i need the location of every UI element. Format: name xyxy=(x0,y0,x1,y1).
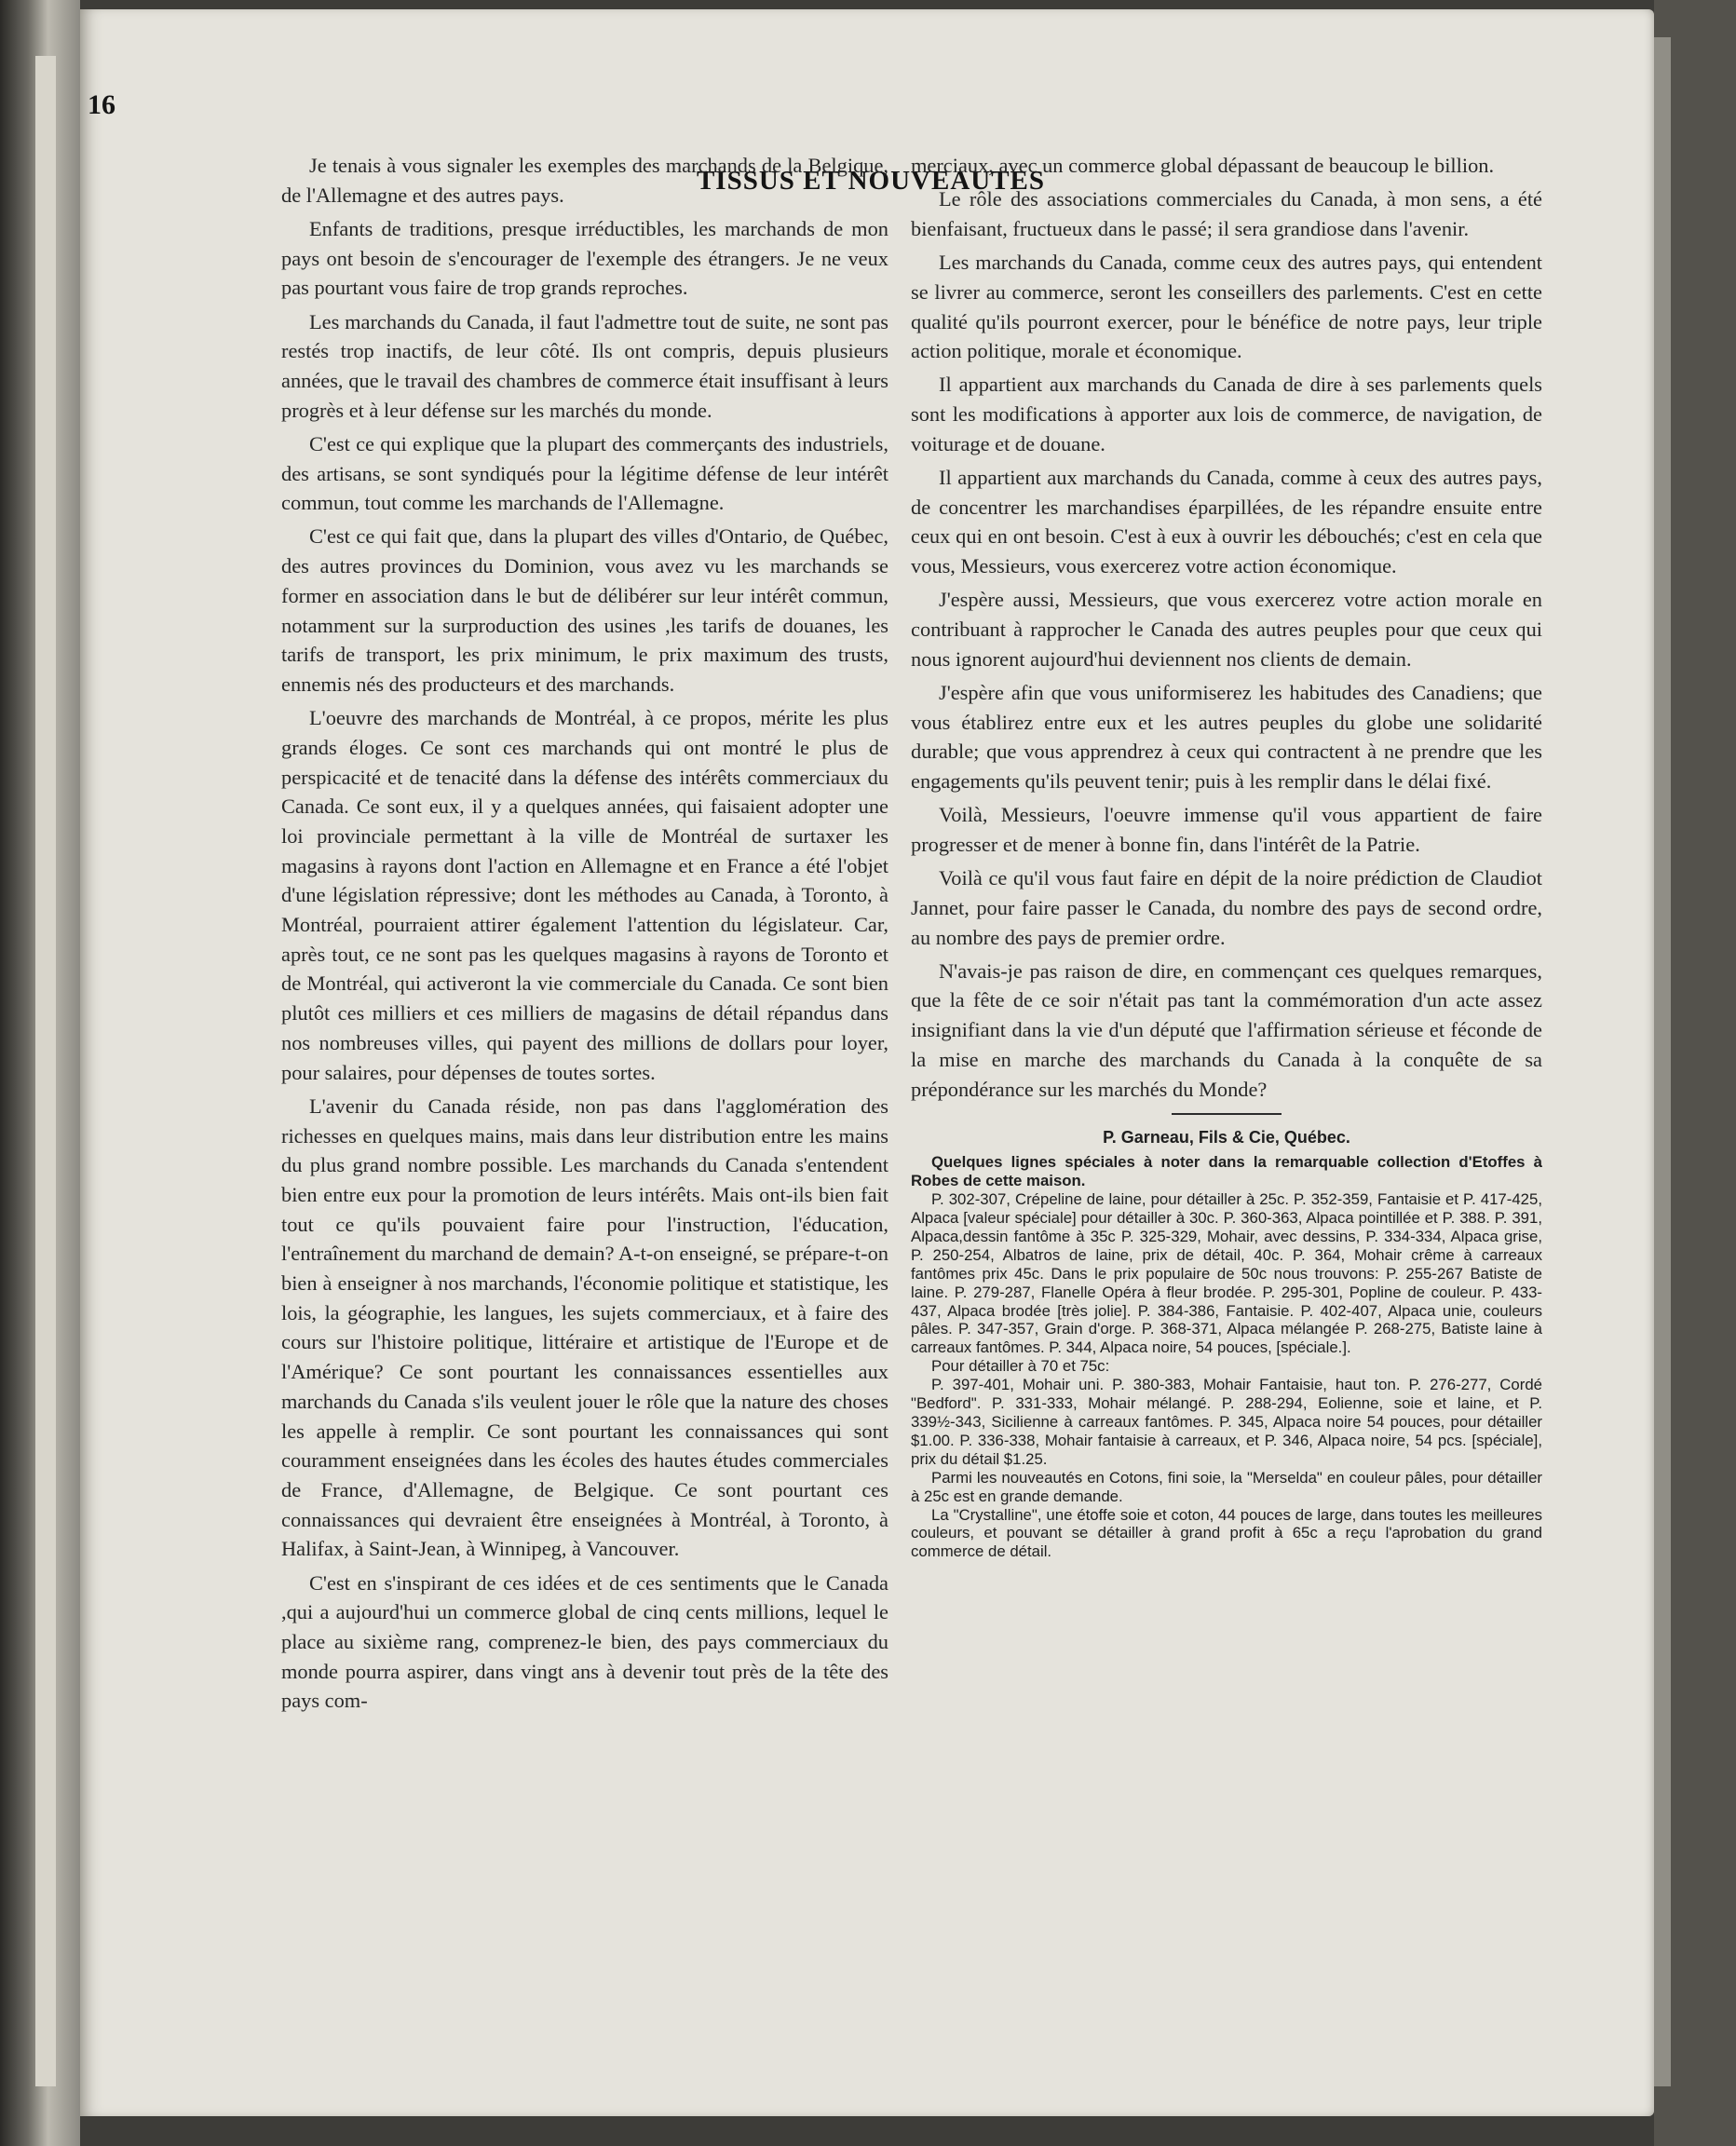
left-column xyxy=(281,151,888,1720)
paragraph: L'oeuvre des marchands de Montréal, à ce propos, mérite les plus grands éloges. Ce sont ces marchands qui ont montré le plus de perspicacité et de tenacité dans la défense des intérêts commerciaux du Canada. Ce sont eux, il y a quelques années, qui faisaient adopter une loi provinciale permettant à la ville de Montréal de surtaxer les magasins à rayons dont l'action en Allemagne et en France a été l'objet d'une législation répressive; dont les méthodes au Canada, à Toronto, à Montréal, pourraient attirer également l'attention du législateur. Car, après tout, ce ne sont pas les quelques magasins à rayons de Toronto et de Montréal, qui activeront la vie commerciale du Canada. Ce sont bien plutôt ces milliers et ces milliers de magasins de détail répandus dans nos nombreuses villes, qui payent des millions de dollars pour loyer, pour salaires, pour dépenses de toutes sortes. xyxy=(281,706,888,1084)
paragraph: Je tenais à vous signaler les exemples des marchands de la Belgique, de l'Allemagne et des autres pays. xyxy=(281,154,888,207)
section-divider xyxy=(1172,1113,1282,1115)
paragraph: Voilà, Messieurs, l'oeuvre immense qu'il vous appartient de faire progresser et de mener à bonne fin, dans l'intérêt de la Patrie. xyxy=(911,803,1542,856)
paragraph: N'avais-je pas raison de dire, en commençant ces quelques remarques, que la fête de ce soir n'était pas tant la commémoration d'un acte assez insignifiant dans la vie d'un député que l'affirmation sérieuse et féconde de la mise en marche des marchands du Canada à la conquête de sa prépondérance sur les marchés du Monde? xyxy=(911,958,1542,1101)
previous-page-edge xyxy=(35,56,56,2086)
advert-title: P. Garneau, Fils & Cie, Québec. xyxy=(1103,1128,1350,1148)
paragraph: Il appartient aux marchands du Canada de dire à ses parlements quels sont les modifications à apporter aux lois de commerce, de navigation, de voiturage et de douane. xyxy=(911,373,1542,455)
paragraph: Il appartient aux marchands du Canada, comme à ceux des autres pays, de concentrer les marchandises éparpillées, de les répandre ensuite entre ceux qui en ont besoin. C'est à eux à ouvrir les débouchés; c'est en cela que vous, Messieurs, vous exercerez votre action économique. xyxy=(911,466,1542,578)
right-column xyxy=(911,151,1542,1561)
paragraph-continued: merciaux, avec un commerce global dépassant de beaucoup le billion. xyxy=(911,154,1495,177)
paragraph: Enfants de traditions, presque irréductibles, les marchands de mon pays ont besoin de s'encourager de l'exemple des étrangers. Je ne veux pas pourtant vous faire de trop grands reproches. xyxy=(281,216,888,300)
paragraph: L'avenir du Canada réside, non pas dans l'agglomération des richesses en quelques mains, mais dans leur distribution entre les mains du plus grand nombre possible. Les marchands du Canada s'entendent bien entre eux pour la promotion de leurs intérêts. Mais ont-ils bien fait tout ce qu'ils pouvaient faire pour l'instruction, l'éducation, l'entraînement du marchand de demain? A-t-on enseigné, se prépare-t-on bien à enseigner à nos marchands, l'économie politique et statistique, les lois, la géographie, les langues, les sujets commerciaux, et à faire des cours sur l'histoire politique, littéraire et artistique de l'Europe et de l'Amérique? Ce sont pourtant les connaissances essentielles aux marchands du Canada s'ils veulent jouer le rôle que la nature des choses les appelle à remplir. Ce sont pourtant les connaissances qui sont couramment enseignées dans les écoles des hautes études commerciales de France, d'Allemagne, de Belgique. Ce sont pourtant ces connaissances qui devraient être enseignées à Montréal, à Toronto, à Halifax, à Saint-Jean, à Winnipeg, à Vancouver. xyxy=(281,1093,888,1561)
advert-paragraph: Parmi les nouveautés en Cotons, fini soie, la "Merselda" en couleur pâles, pour détailler à 25c est en grande demande. xyxy=(911,1468,1542,1505)
advert-paragraph: P. 397-401, Mohair uni. P. 380-383, Mohair Fantaisie, haut ton. P. 276-277, Cordé "Bedford". P. 331-333, Mohair mélangé. P. 288-294, Eolienne, soie et laine, et P. 339½-343, Sicilienne à carreaux fantômes. P. 345, Alpaca noire 54 pouces, pour détailler $1.00. P. 336-338, Mohair fantaisie à carreaux, et P. 346, Alpaca noire, 54 pcs. [spéciale], prix du détail $1.25. xyxy=(911,1376,1542,1468)
paragraph: Le rôle des associations commerciales du Canada, à mon sens, a été bienfaisant, fructueux dans le passé; il sera grandiose dans l'avenir. xyxy=(911,187,1542,240)
advert-paragraph: P. 302-307, Crépeline de laine, pour détailler à 25c. P. 352-359, Fantaisie et P. 417-425, Alpaca [valeur spéciale] pour détailler à 30c. P. 360-363, Alpaca pointillée et P. 388. P. 391, Alpaca,dessin fantôme à 35c P. 325-329, Mohair, avec dessins, P. 334-334, Alpaca grise, P. 250-254, Albatros de laine, prix de détail, 40c. P. 364, Mohair crême à carreaux fantômes prix 45c. Dans le prix populaire de 50c nous trouvons: P. 255-267 Batiste de laine. P. 279-287, Flanelle Opéra à fleur brodée. P. 295-301, Popline de couleur. P. 433-437, Alpaca brodée [très jolie]. P. 384-386, Fantaisie. P. 402-407, Alpaca unie, couleurs pâles. P. 347-357, Grain d'orge. P. 368-371, Alpaca mélangée P. 268-275, Batiste laine à carreaux fantômes. P. 344, Alpaca noire, 54 pouces, [spéciale.]. xyxy=(911,1190,1542,1357)
paragraph: C'est ce qui fait que, dans la plupart des villes d'Ontario, de Québec, des autres provinces du Dominion, vous avez vu les marchands se former en association dans le but de délibérer sur leur intérêt commun, notamment sur la surproduction des usines ,les tarifs de douanes, les tarifs de transport, les prix minimum, le prix maximum des trusts, ennemis nés des producteurs et des marchands. xyxy=(281,524,888,696)
advert-paragraph: Quelques lignes spéciales à noter dans la remarquable collection d'Etoffes à Robes de cette maison. xyxy=(911,1153,1542,1190)
paragraph: Les marchands du Canada, comme ceux des autres pays, qui entendent se livrer au commerce, seront les conseillers des parlements. C'est en cette qualité qu'ils pourront exercer, pour le bénéfice de notre pays, leur triple action politique, morale et économique. xyxy=(911,251,1542,363)
advert-paragraph: Pour détailler à 70 et 75c: xyxy=(931,1357,1110,1376)
book-right-edge xyxy=(1654,0,1736,2146)
paragraph: Les marchands du Canada, il faut l'admettre tout de suite, ne sont pas restés trop inactifs, de leur côté. Ils ont compris, depuis plusieurs années, que le travail des chambres de commerce était insuffisant à leurs progrès et à leur défense sur les marchés du monde. xyxy=(281,309,888,422)
advert-paragraph: La "Crystalline", une étoffe soie et coton, 44 pouces de large, dans toutes les meilleures couleurs, et pouvant se détailler à grand profit à 65c a reçu l'aprobation du grand commerce de détail. xyxy=(911,1505,1542,1561)
paragraph: Voilà ce qu'il vous faut faire en dépit de la noire prédiction de Claudiot Jannet, pour faire passer le Canada, du nombre des pays de second ordre, au nombre des pays de premier ordre. xyxy=(911,866,1542,949)
page-number: 16 xyxy=(88,89,115,120)
paragraph: C'est ce qui explique que la plupart des commerçants des industriels, des artisans, se sont syndiqués pour la légitime défense de leur intérêt commun, tout comme les marchands de l'Allemagne. xyxy=(281,431,888,515)
paragraph: J'espère afin que vous uniformiserez les habitudes des Canadiens; que vous établirez entre eux et les autres peuples du globe une solidarité durable; que vous apprendrez à ceux qui contractent à ne prendre que les engagements qu'ils peuvent tenir; puis à les remplir dans le délai fixé. xyxy=(911,680,1542,794)
paragraph: C'est en s'inspirant de ces idées et de ces sentiments que le Canada ,qui a aujourd'hui un commerce global de cinq cents millions, lequel le place au sixième rang, comprenez-le bien, des pays commerciaux du monde pourra aspirer, dans vingt ans à devenir tout près de la tête des pays com- xyxy=(281,1570,888,1713)
page-stack-edge xyxy=(1654,37,1671,2086)
running-title: TISSUS ET NOUVEAUTES xyxy=(696,166,1046,196)
garneau-advertisement xyxy=(911,1128,1542,1561)
paragraph: J'espère aussi, Messieurs, que vous exercerez votre action morale en contribuant à rapprocher le Canada des autres peuples pour que ceux qui nous ignorent aujourd'hui deviennent nos clients de demain. xyxy=(911,588,1542,671)
